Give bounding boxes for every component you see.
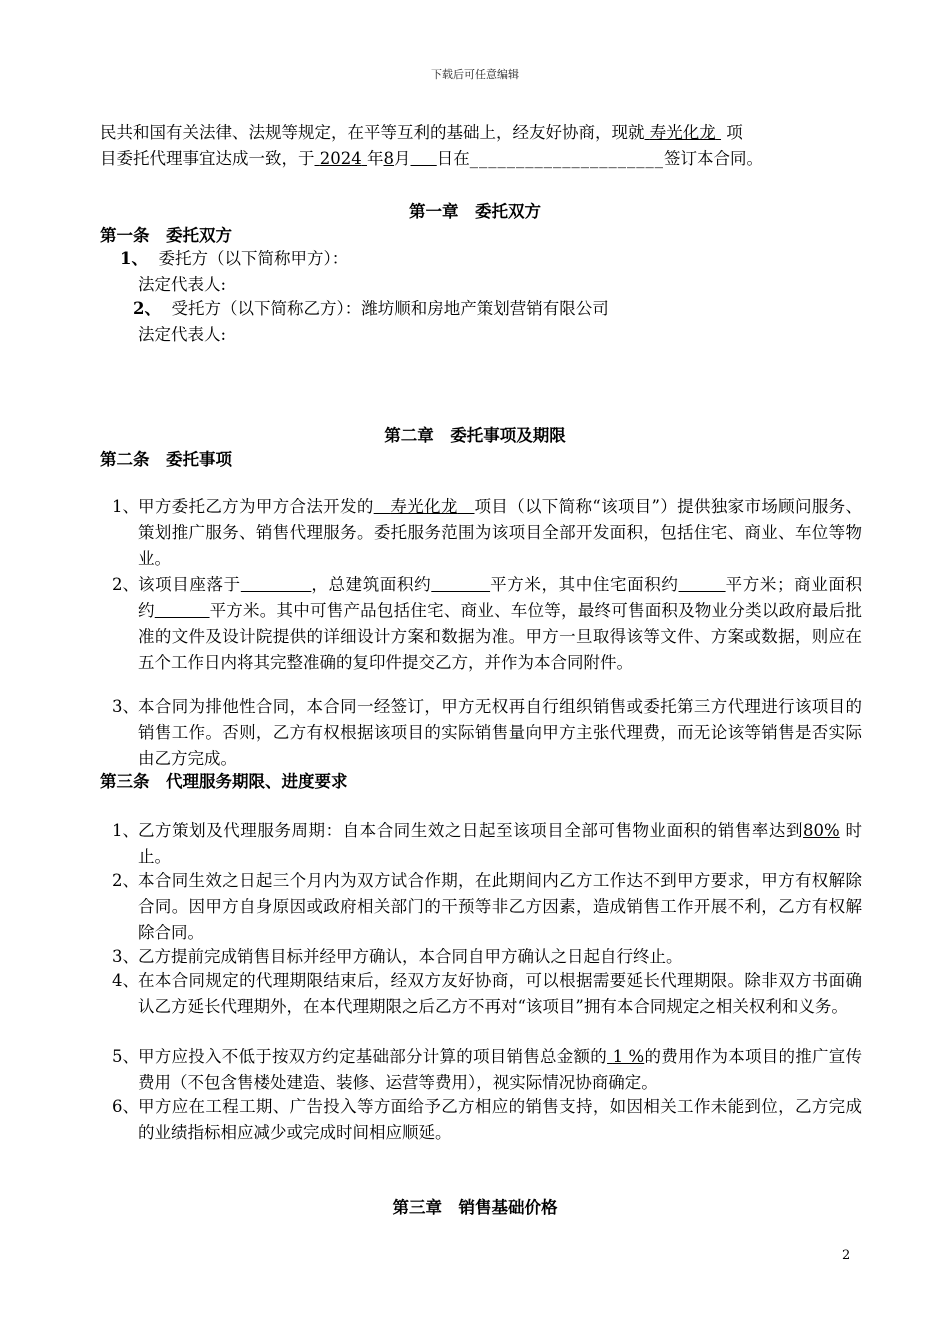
intro-line-2 bbox=[100, 146, 763, 172]
intro-text: 民共和国有关法律、法规等规定，在平等互利的基础上，经友好协商，现就 bbox=[100, 123, 645, 142]
intro-text: 日在 bbox=[436, 149, 470, 168]
promo-percent: 1 % bbox=[612, 1047, 645, 1066]
chapter-3-title: 第三章 销售基础价格 bbox=[392, 1198, 558, 1217]
party-a-representative: 法定代表人: bbox=[138, 275, 227, 294]
sign-day-blank bbox=[411, 149, 437, 168]
article-3-item-5: 5、 甲方应投入不低于按双方约定基础部分计算的项目销售总金额的 1 %的费用作为本项目的推广宣传费用（不包含售楼处建造、装修、运营等费用），视实际情况协商确定。 bbox=[112, 1044, 862, 1096]
article-1-title: 第一条 委托双方 bbox=[100, 226, 232, 245]
sign-month: 8 bbox=[383, 149, 394, 168]
chapter-1-title: 第一章 委托双方 bbox=[409, 202, 541, 221]
item-number: 1、 bbox=[112, 497, 139, 516]
total-area-blank bbox=[431, 575, 490, 594]
article-3-item-2: 2、 本合同生效之日起三个月内为双方试合作期，在此期间内乙方工作达不到甲方要求，甲方有权解除合同。因甲方自身原因或政府相关部门的干预等非乙方因素，造成销售工作开展不利，乙方有权解除合同。 bbox=[112, 868, 862, 946]
party-b-label: 受托方（以下简称乙方）：潍坊顺和房地产策划营销有限公司 bbox=[171, 299, 609, 318]
article-2-item-2: 2、 该项目座落于 ，总建筑面积约 平方米，其中住宅面积约 平方米；商业面积约 平方米。其中可售产品包括住宅、商业、车位等，最终可售面积及物业分类以政府最后批准的文件及设计院提供的详细设计方案和数据为准。甲方一旦取得该等文件、方案或数据，则应在五个工作日内将其完整准确的复印件提交乙方，并作为本合同附件。 bbox=[112, 572, 862, 676]
residential-area-blank bbox=[679, 575, 726, 594]
intro-line-1 bbox=[100, 120, 743, 146]
item-number: 6、 bbox=[112, 1097, 139, 1116]
intro-text: 项 bbox=[726, 123, 743, 142]
commercial-area-blank bbox=[155, 601, 210, 620]
item-number: 5、 bbox=[112, 1047, 139, 1066]
intro-text: 签订本合同。 bbox=[663, 149, 763, 168]
sign-year: 2024 bbox=[319, 149, 362, 168]
item-number: 1、 bbox=[120, 249, 148, 268]
intro-text: 目委托代理事宜达成一致，于 bbox=[100, 149, 315, 168]
item-number: 3、 bbox=[112, 947, 139, 966]
article-3-item-6: 6、 甲方应在工程工期、广告投入等方面给予乙方相应的销售支持，如因相关工作未能到位，乙方完成的业绩指标相应减少或完成时间相应顺延。 bbox=[112, 1094, 862, 1146]
location-blank bbox=[241, 575, 312, 594]
sales-rate: 80% bbox=[803, 821, 840, 840]
item-number: 3、 bbox=[112, 697, 139, 716]
article-3-item-4: 4、 在本合同规定的代理期限结束后，经双方友好协商，可以根据需要延长代理期限。除非双方书面确认乙方延长代理期外，在本代理期限之后乙方不再对“该项目”拥有本合同规定之相关权利和义务。 bbox=[112, 968, 862, 1020]
project-name: 寿光化龙 bbox=[649, 123, 716, 142]
article-3-item-1: 1、 乙方策划及代理服务周期：自本合同生效之日起至该项目全部可售物业面积的销售率达到80% 时止。 bbox=[112, 818, 862, 870]
project-name: 寿光化龙 bbox=[390, 497, 458, 516]
item-number: 2、 bbox=[133, 299, 161, 318]
party-a-item bbox=[120, 246, 348, 272]
intro-text: 月 bbox=[394, 149, 411, 168]
sign-place-blank: _____________________ bbox=[469, 149, 664, 168]
intro-text: 年 bbox=[367, 149, 384, 168]
page-header: 下载后可任意编辑 bbox=[431, 68, 519, 81]
party-a-label: 委托方（以下简称甲方）： bbox=[158, 249, 349, 268]
article-2-item-1: 1、 甲方委托乙方为甲方合法开发的 寿光化龙 项目（以下简称“该项目”）提供独家市场顾问服务、策划推广服务、销售代理服务。委托服务范围为该项目全部开发面积，包括住宅、商业、车位等物业。 bbox=[112, 494, 862, 572]
item-number: 1、 bbox=[112, 821, 139, 840]
article-2-title: 第二条 委托事项 bbox=[100, 450, 232, 469]
article-3-item-3: 3、 乙方提前完成销售目标并经甲方确认，本合同自甲方确认之日起自行终止。 bbox=[112, 944, 862, 970]
chapter-2-title: 第二章 委托事项及期限 bbox=[384, 426, 566, 445]
page-number: 2 bbox=[842, 1248, 851, 1263]
item-number: 2、 bbox=[112, 871, 139, 890]
article-3-title: 第三条 代理服务期限、进度要求 bbox=[100, 772, 348, 791]
item-number: 2、 bbox=[112, 575, 139, 594]
party-b-item bbox=[133, 296, 609, 322]
item-number: 4、 bbox=[112, 971, 139, 990]
article-2-item-3: 3、 本合同为排他性合同，本合同一经签订，甲方无权再自行组织销售或委托第三方代理进行该项目的销售工作。否则，乙方有权根据该项目的实际销售量向甲方主张代理费，而无论该等销售是否实际由乙方完成。 bbox=[112, 694, 862, 772]
party-b-representative: 法定代表人: bbox=[138, 325, 227, 344]
